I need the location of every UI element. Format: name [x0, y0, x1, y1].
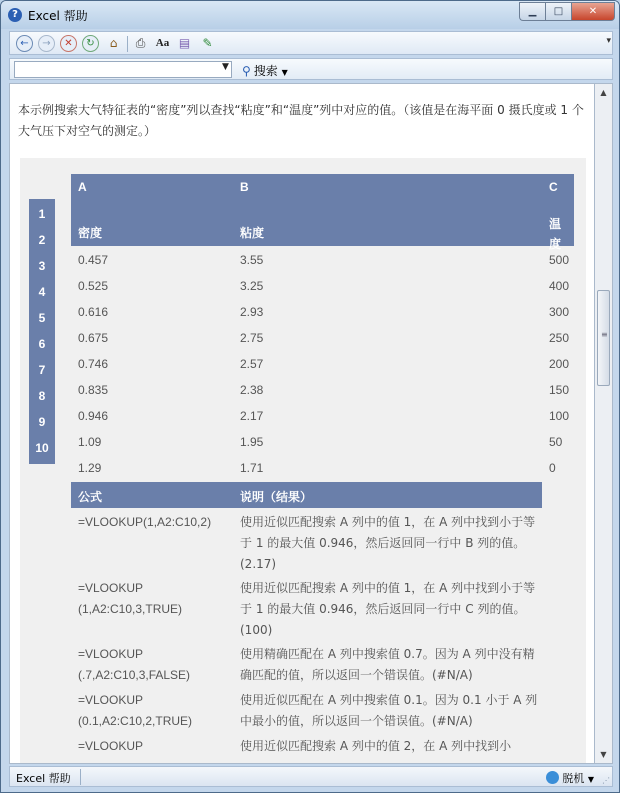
formula-text: =VLOOKUP(1,A2:C10,2): [78, 515, 212, 529]
help-content: [9, 83, 595, 764]
cell-density: 1.29: [78, 461, 102, 475]
formula-text: =VLOOKUP (0.1,A2:C10,2,TRUE): [78, 693, 193, 728]
font-size-icon[interactable]: Aa: [155, 37, 170, 49]
column-header-viscosity: 粘度: [240, 226, 265, 240]
minimize-button[interactable]: ▁: [519, 2, 545, 21]
stop-icon[interactable]: ✕: [60, 35, 77, 52]
toolbar-separator: [127, 36, 128, 52]
book-icon[interactable]: ▤: [178, 36, 191, 50]
offline-globe-icon: [546, 771, 559, 784]
cell-viscosity: 3.55: [240, 253, 264, 267]
maximize-button[interactable]: □: [545, 2, 571, 21]
back-icon[interactable]: ←: [16, 35, 33, 52]
formula-text: =VLOOKUP (1,A2:C10,3,TRUE): [78, 581, 183, 616]
formula-description: 使用近似匹配搜索 A 列中的值 1，在 A 列中找到小于等于 1 的最大值 0.946，然后返回同一行中 B 列的值。(2.17): [240, 515, 536, 571]
cell-temperature: 100: [549, 409, 570, 423]
cell-viscosity: 2.38: [240, 383, 264, 397]
column-header-density: 密度: [78, 226, 103, 240]
row-number: 6: [38, 337, 46, 351]
print-icon[interactable]: ⎙: [135, 36, 146, 50]
cell-viscosity: 2.75: [240, 331, 264, 345]
column-letter-a: A: [78, 180, 87, 194]
cell-temperature: 300: [549, 305, 570, 319]
help-app-icon: ?: [8, 8, 22, 22]
row-number-column: [29, 199, 55, 464]
status-separator: [80, 769, 81, 785]
search-button-label: 搜索: [253, 64, 278, 78]
cell-density: 0.675: [78, 331, 109, 345]
search-icon: ⚲: [242, 64, 251, 78]
row-number: 2: [38, 233, 46, 247]
scroll-up-icon[interactable]: ▲: [600, 88, 607, 97]
cell-density: 0.525: [78, 279, 109, 293]
formula-text: =VLOOKUP (.7,A2:C10,3,FALSE): [78, 647, 191, 682]
row-number: 8: [38, 389, 46, 403]
cell-temperature: 50: [549, 435, 563, 449]
cell-viscosity: 2.17: [240, 409, 264, 423]
cell-density: 0.946: [78, 409, 109, 423]
status-app-name: Excel 帮助: [16, 772, 71, 785]
formula-description: 使用近似匹配在 A 列中搜索值 0.1。因为 0.1 小于 A 列中最小的值，所以返回一个错误值。(#N/A): [240, 693, 538, 728]
column-letter-c: C: [549, 180, 558, 194]
scrollbar-thumb[interactable]: [597, 290, 610, 386]
vertical-scrollbar[interactable]: [595, 83, 613, 764]
search-input[interactable]: [14, 61, 232, 78]
column-letter-b: B: [240, 180, 249, 194]
chevron-down-icon: ▼: [587, 775, 594, 784]
cell-temperature: 500: [549, 253, 570, 267]
cell-temperature: 150: [549, 383, 570, 397]
row-number: 3: [38, 259, 46, 273]
cell-temperature: 400: [549, 279, 570, 293]
close-button[interactable]: ✕: [571, 2, 615, 21]
cell-viscosity: 1.71: [240, 461, 264, 475]
chevron-down-icon: ▼: [281, 68, 288, 77]
cell-density: 0.746: [78, 357, 109, 371]
cell-temperature: 200: [549, 357, 570, 371]
column-header-temperature: 温度: [549, 217, 562, 251]
connection-status-label: 脱机: [562, 772, 585, 785]
refresh-icon[interactable]: ↻: [82, 35, 99, 52]
row-number: 5: [38, 311, 46, 325]
cell-viscosity: 3.25: [240, 279, 264, 293]
forward-icon[interactable]: →: [38, 35, 55, 52]
window-title: Excel 帮助: [28, 9, 88, 23]
formula-description: 使用精确匹配在 A 列中搜索值 0.7。因为 A 列中没有精确匹配的值，所以返回一个错误值。(#N/A): [240, 647, 535, 682]
cell-viscosity: 1.95: [240, 435, 264, 449]
row-number: 1: [38, 207, 46, 221]
cell-temperature: 250: [549, 331, 570, 345]
home-icon[interactable]: ⌂: [109, 36, 118, 50]
formula-text: =VLOOKUP: [78, 739, 144, 753]
cell-density: 0.457: [78, 253, 109, 267]
search-button[interactable]: [242, 62, 288, 79]
formula-column-header: 公式: [78, 490, 103, 504]
scroll-down-icon[interactable]: ▼: [600, 750, 607, 759]
intro-text: 本示例搜索大气特征表的“密度”列以查找“粘度”和“温度”列中对应的值。（该值是在海平面 0 摄氏度或 1 个大气压下对空气的测定。）: [18, 103, 584, 138]
cell-temperature: 0: [549, 461, 556, 475]
description-column-header: 说明（结果）: [240, 490, 313, 504]
title-bar[interactable]: [1, 1, 620, 29]
row-number: 4: [38, 285, 46, 299]
row-number: 7: [38, 363, 46, 377]
cell-density: 0.835: [78, 383, 109, 397]
cell-viscosity: 2.57: [240, 357, 264, 371]
formula-description: 使用近似匹配搜索 A 列中的值 1，在 A 列中找到小于等于 1 的最大值 0.946，然后返回同一行中 C 列的值。(100): [240, 581, 536, 637]
search-bar: [9, 58, 613, 80]
connection-status-button[interactable]: [546, 770, 594, 786]
row-number: 9: [38, 415, 46, 429]
search-dropdown-icon[interactable]: ▼: [222, 62, 229, 72]
formula-description: 使用近似匹配搜索 A 列中的值 2，在 A 列中找到小: [240, 739, 512, 753]
example-block: [20, 158, 586, 764]
row-number: 10: [35, 441, 49, 455]
window-controls: [519, 2, 615, 21]
resize-grip-icon[interactable]: ⋰: [602, 776, 610, 785]
pin-icon[interactable]: ✎: [202, 36, 213, 50]
help-toolbar: [9, 31, 613, 55]
grip-icon: ≡: [601, 330, 608, 339]
sheet-header-row: [71, 174, 574, 251]
toolbar-overflow-icon[interactable]: ▾: [606, 36, 611, 46]
formula-header-row: [71, 482, 542, 508]
cell-viscosity: 2.93: [240, 305, 264, 319]
cell-density: 1.09: [78, 435, 102, 449]
cell-density: 0.616: [78, 305, 109, 319]
status-bar: [9, 766, 613, 787]
